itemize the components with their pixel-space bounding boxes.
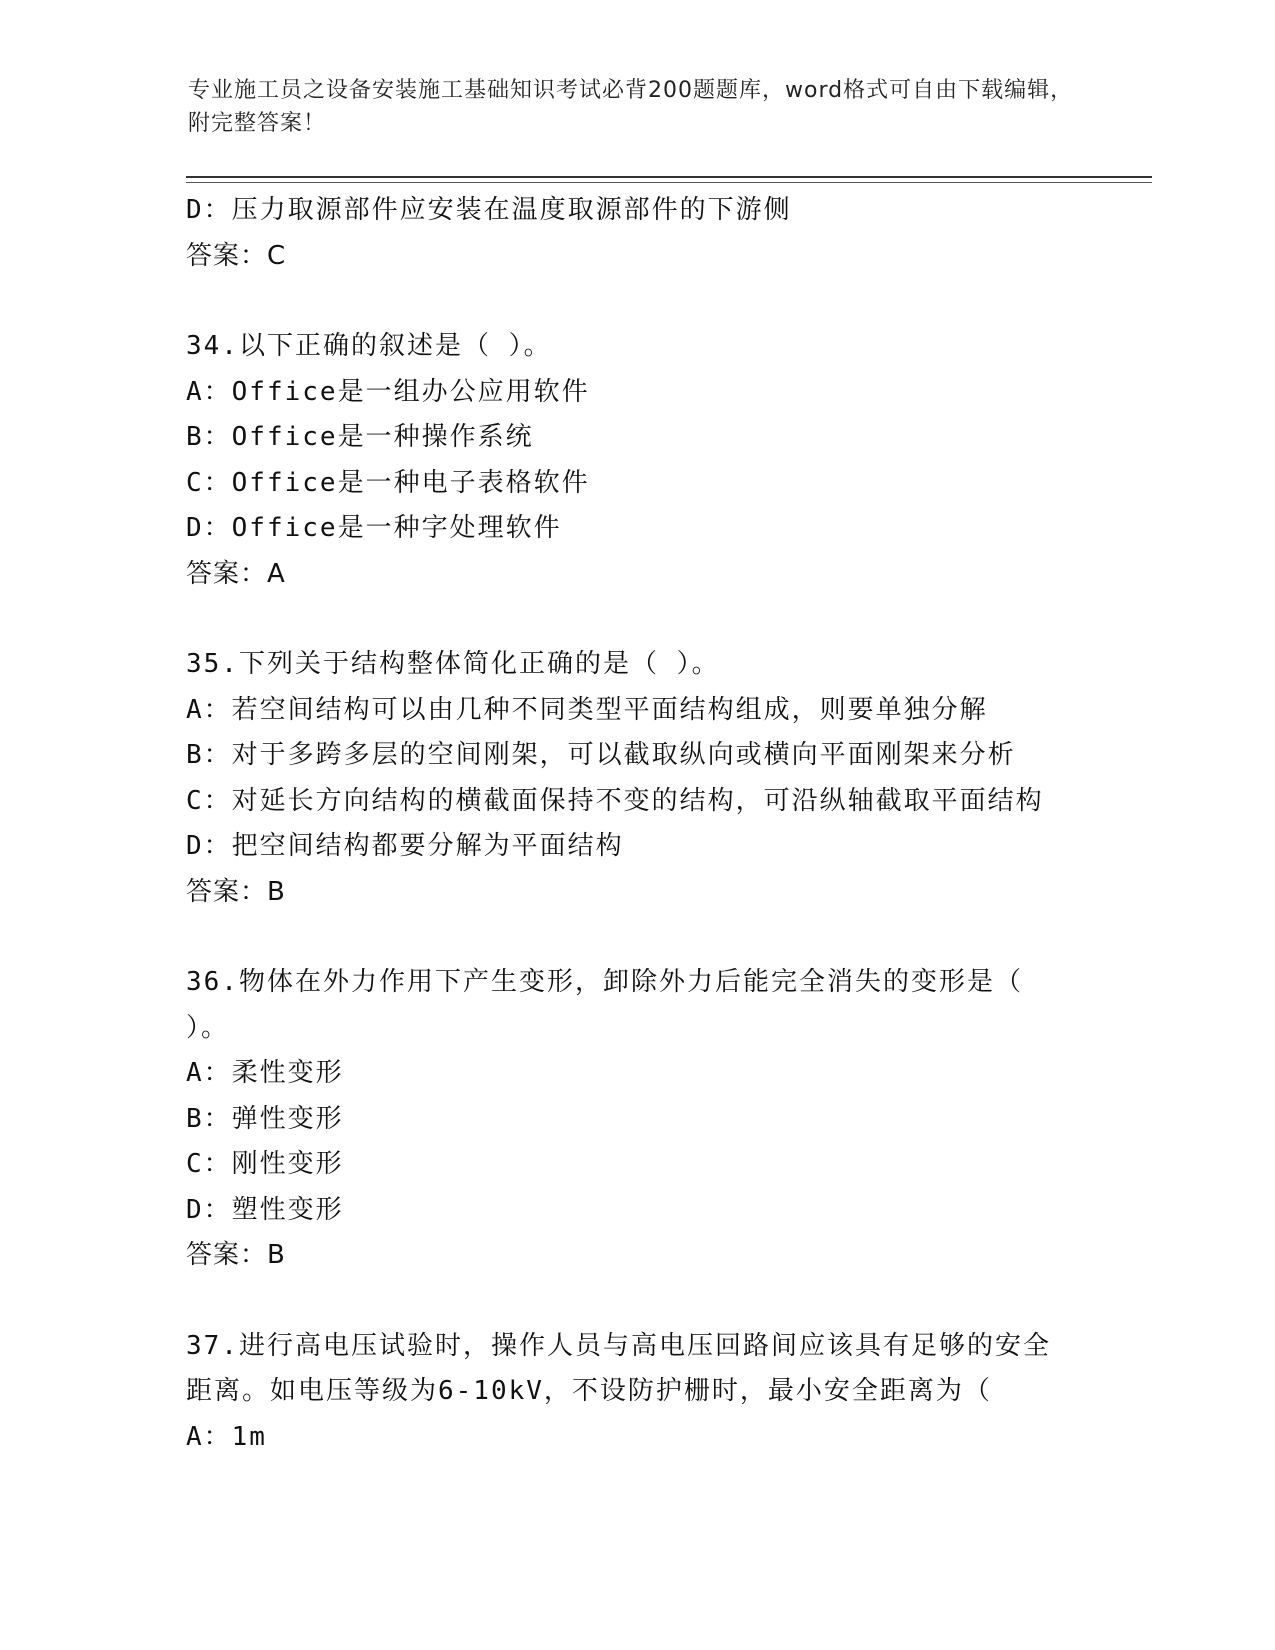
answer-line: 答案：B — [186, 1240, 286, 1270]
answer-line: 答案：C — [186, 240, 287, 271]
answer-line: 答案：A — [186, 558, 286, 589]
option-b: B：对于多跨多层的空间刚架，可以截取纵向或横向平面刚架来分析 — [186, 740, 1016, 770]
header-divider-thick — [186, 176, 1152, 178]
option-a: A：Office是一组办公应用软件 — [186, 376, 590, 407]
spacer — [186, 279, 1086, 324]
spacer — [186, 915, 1086, 960]
spacer — [186, 597, 1086, 642]
option-a: A：1m — [186, 1421, 267, 1452]
spacer — [186, 1279, 1086, 1324]
question-34-block — [186, 324, 1086, 597]
question-35-block — [186, 642, 1086, 915]
option-b: B：弹性变形 — [186, 1103, 344, 1134]
question-stem: 37.进行高电压试验时，操作人员与高电压回路间应该具有足够的安全 — [186, 1330, 1051, 1361]
question-content — [186, 188, 1086, 1460]
option-c: C：刚性变形 — [186, 1149, 344, 1179]
question-33-block — [186, 188, 1086, 279]
option-c: C：对延长方向结构的横截面保持不变的结构，可沿纵轴截取平面结构 — [186, 785, 1044, 816]
option-c: C：Office是一种电子表格软件 — [186, 467, 590, 498]
header-divider-thin — [186, 182, 1152, 183]
question-stem-continued: ）。 — [186, 1012, 230, 1043]
option-d: D：塑性变形 — [186, 1194, 344, 1225]
question-stem-continued: 距离。如电压等级为6-10kV，不设防护栅时，最小安全距离为（ — [186, 1376, 992, 1406]
header-text: 专业施工员之设备安装施工基础知识考试必背200题题库，word格式可自由下载编辑，附完整答案！ — [188, 78, 1074, 136]
question-stem: 34.以下正确的叙述是（ ）。 — [186, 331, 552, 361]
option-a: A：柔性变形 — [186, 1058, 344, 1088]
page-header — [188, 74, 1088, 140]
option-d: D：把空间结构都要分解为平面结构 — [186, 831, 624, 861]
option-d: D：Office是一种字处理软件 — [186, 513, 562, 543]
option-d: D：压力取源部件应安装在温度取源部件的下游侧 — [186, 195, 792, 225]
answer-line: 答案：B — [186, 876, 286, 907]
option-b: B：Office是一种操作系统 — [186, 422, 534, 452]
question-stem: 35.下列关于结构整体简化正确的是（ ）。 — [186, 649, 720, 679]
question-stem: 36.物体在外力作用下产生变形，卸除外力后能完全消失的变形是（ — [186, 967, 1023, 997]
question-37-block — [186, 1324, 1086, 1461]
question-36-block — [186, 960, 1086, 1279]
option-a: A：若空间结构可以由几种不同类型平面结构组成，则要单独分解 — [186, 694, 988, 725]
